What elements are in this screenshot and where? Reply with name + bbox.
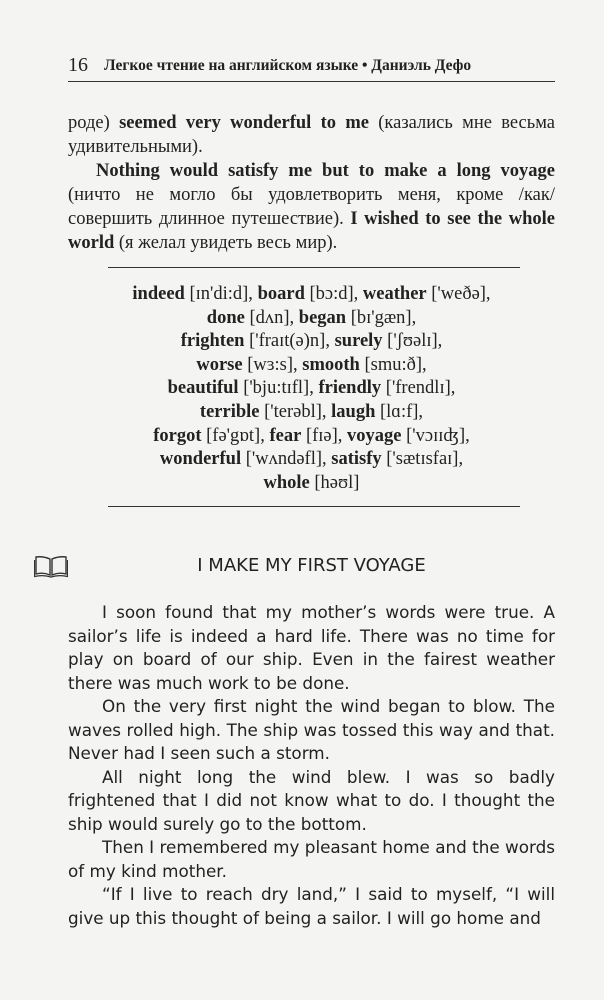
- bold-text-run: laugh: [331, 401, 376, 422]
- text-run: ['ʃʊəlɪ],: [382, 331, 443, 352]
- bold-text-run: beautiful: [167, 378, 239, 399]
- bold-text-run: forgot: [153, 425, 202, 446]
- story-paragraph: “If I live to reach dry land,” I said to myself, “I will give up this thought of being a sailor. I will go home and: [68, 884, 555, 928]
- vocabulary-line: [68, 472, 555, 496]
- vocabulary-line: [68, 330, 555, 354]
- bold-text-run: friendly: [318, 378, 382, 399]
- vocabulary-line: [68, 448, 555, 472]
- story-text: [68, 601, 555, 930]
- bold-text-run: surely: [334, 331, 383, 352]
- text-run: (ничто не могло бы удовлетворить меня, кроме /как/ совершить длинное путешествие).: [68, 185, 555, 229]
- bold-text-run: indeed: [132, 284, 185, 304]
- bold-text-run: terrible: [199, 401, 260, 422]
- vocabulary-line: [68, 283, 555, 307]
- text-run: [bɪ'gæn],: [346, 307, 417, 328]
- text-run: (я желал увидеть весь мир).: [114, 233, 338, 253]
- text-run: [lɑ:f],: [375, 401, 424, 422]
- text-run: [fə'gɒt],: [201, 425, 270, 446]
- text-run: [bɔ:d],: [304, 284, 363, 304]
- vocabulary-list: [68, 283, 555, 495]
- vocabulary-bottom-rule: [108, 506, 520, 507]
- story-paragraph: I soon found that my mother’s words were true. A sailor’s life is indeed a hard life. There was no time for play on board of our ship. Even in the fairest weather there was much work to be done.: [68, 602, 555, 693]
- bold-text-run: voyage: [347, 425, 402, 446]
- vocabulary-line: [68, 307, 555, 331]
- text-run: ['wʌndəfl],: [241, 449, 332, 470]
- text-run: ['bju:tɪfl],: [238, 378, 319, 399]
- bold-text-run: Nothing would satisfy me but to make a long voyage: [96, 161, 555, 181]
- bold-text-run: seemed very wonderful to me: [119, 113, 369, 133]
- vocabulary-line: [68, 425, 555, 449]
- header-rule: [68, 81, 555, 82]
- intro-paragraph: [68, 159, 555, 255]
- intro-paragraph: [68, 111, 555, 159]
- page-number: 16: [68, 54, 88, 76]
- text-run: ['frendlɪ],: [381, 378, 456, 399]
- bold-text-run: satisfy: [331, 449, 382, 470]
- bold-text-run: began: [298, 307, 347, 328]
- text-run: [dʌn],: [244, 307, 299, 328]
- text-run: (казались мне весьма удивительными).: [68, 113, 555, 157]
- vocabulary-line: [68, 401, 555, 425]
- text-run: [fɪə],: [301, 425, 348, 446]
- text-run: ['terəbl],: [259, 401, 332, 422]
- text-run: ['vɔɪɪʤ],: [401, 425, 470, 446]
- bold-text-run: whole: [263, 472, 310, 493]
- intro-text: [68, 111, 555, 255]
- bold-text-run: weather: [362, 284, 427, 304]
- bold-text-run: I wished to see the whole world: [68, 209, 555, 253]
- story-paragraph: All night long the wind blew. I was so badly frightened that I did not know what to do. I thought the ship would surely go to the bottom.: [68, 766, 555, 834]
- bold-text-run: wonderful: [159, 449, 242, 470]
- text-run: ['sætɪsfaɪ],: [381, 449, 464, 470]
- bold-text-run: board: [257, 284, 305, 304]
- text-run: ['fraɪt(ə)n],: [244, 331, 335, 352]
- open-book-icon: [34, 554, 68, 578]
- story-paragraph: Then I remembered my pleasant home and the words of my kind mother.: [68, 837, 555, 881]
- chapter-title: I MAKE MY FIRST VOYAGE: [197, 555, 426, 576]
- text-run: ['weðə],: [426, 284, 491, 304]
- story-paragraph: On the very first night the wind began to blow. The waves rolled high. The ship was tossed this way and that. Never had I seen such a storm.: [68, 696, 555, 763]
- bold-text-run: worse: [196, 354, 243, 375]
- running-head-title: Легкое чтение на английском языке • Даниэль Дефо: [104, 57, 472, 74]
- running-head: [68, 55, 555, 76]
- text-run: [smu:ð],: [359, 354, 427, 375]
- vocabulary-line: [68, 377, 555, 401]
- text-run: [ɪn'di:d],: [184, 284, 258, 304]
- text-run: [wɜ:s],: [242, 354, 303, 375]
- bold-text-run: smooth: [302, 354, 360, 375]
- bold-text-run: fear: [269, 425, 302, 446]
- vocabulary-top-rule: [108, 267, 520, 268]
- text-run: [həʊl]: [309, 472, 360, 493]
- bold-text-run: done: [206, 307, 245, 328]
- bold-text-run: frighten: [180, 331, 245, 352]
- text-run: роде): [68, 113, 120, 133]
- vocabulary-line: [68, 354, 555, 378]
